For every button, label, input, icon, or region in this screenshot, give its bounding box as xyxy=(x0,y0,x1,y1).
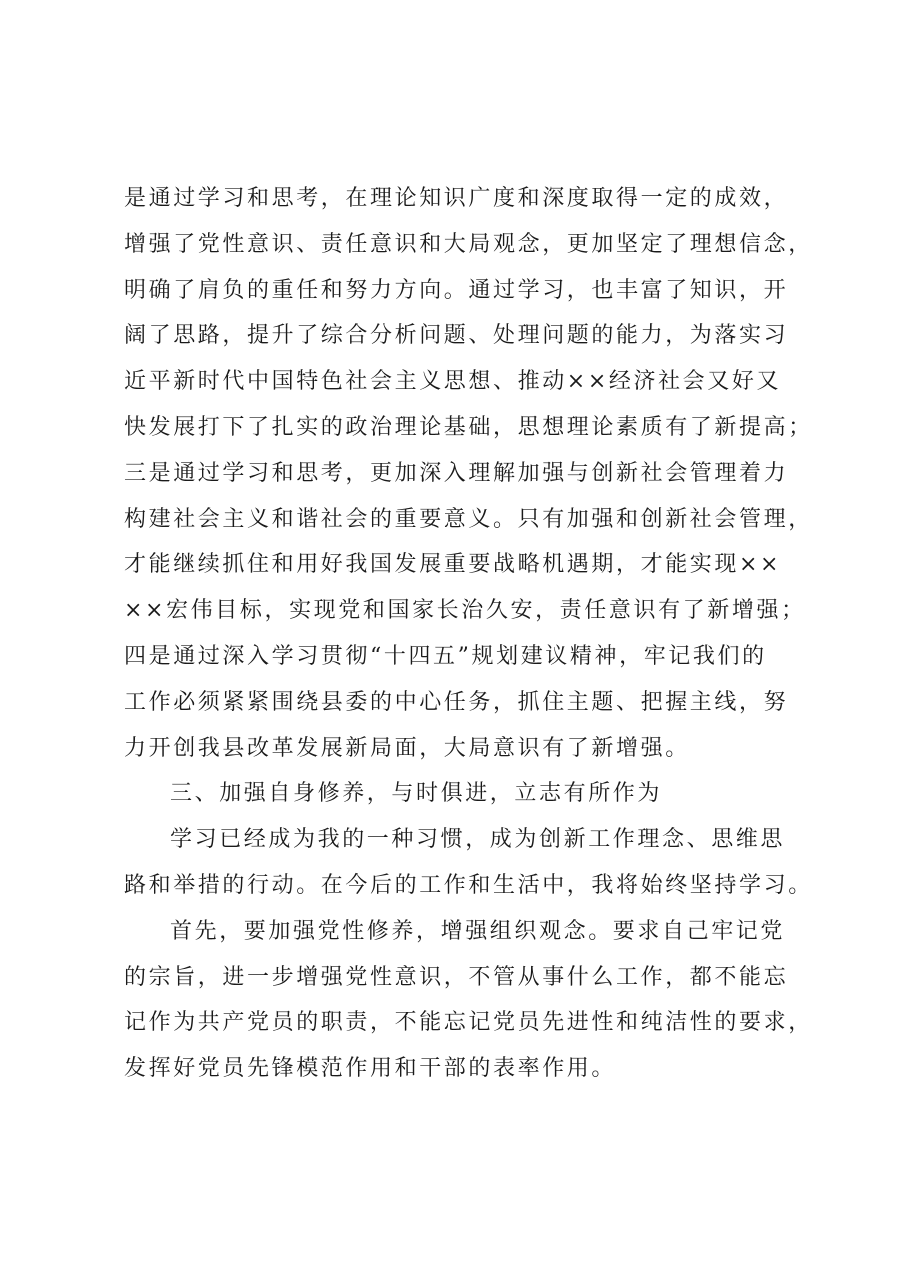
paragraph-continued xyxy=(124,176,814,771)
text-line: 首先，要加强党性修养，增强组织观念。要求自己牢记党 xyxy=(170,918,786,944)
text-line: 学习已经成为我的一种习惯，成为创新工作理念、思维思 xyxy=(170,827,786,853)
text-line: 增强了党性意识、责任意识和大局观念，更加坚定了理想信念， xyxy=(124,231,813,257)
text-line: 明确了肩负的重任和努力方向。通过学习，也丰富了知识，开 xyxy=(124,277,789,303)
text-line: 是通过学习和思考，在理论知识广度和深度取得一定的成效， xyxy=(124,186,789,211)
paragraph-first xyxy=(124,909,814,1092)
text-line: 三是通过学习和思考，更加深入理解加强与创新社会管理着力 xyxy=(124,460,789,486)
text-line: 发挥好党员先锋模范作用和干部的表率作用。 xyxy=(124,1056,617,1082)
text-line: 工作必须紧紧围绕县委的中心任务，抓住主题、把握主线，努 xyxy=(124,689,789,715)
text-line: 的宗旨，进一步增强党性意识，不管从事什么工作，都不能忘 xyxy=(124,964,789,990)
text-line: 快发展打下了扎实的政治理论基础，思想理论素质有了新提高； xyxy=(124,414,813,440)
document-body xyxy=(124,176,814,1092)
section-heading: 三、加强自身修养，与时俱进，立志有所作为 xyxy=(170,781,663,807)
text-line: 构建社会主义和谐社会的重要意义。只有加强和创新社会管理， xyxy=(124,506,813,532)
text-line: 四是通过深入学习贯彻“十四五”规划建议精神，牢记我们的 xyxy=(124,643,767,669)
text-line: 近平新时代中国特色社会主义思想、推动××经济社会又好又 xyxy=(124,369,782,395)
paragraph-habit xyxy=(124,817,814,909)
text-line: ××宏伟目标，实现党和国家长治久安，责任意识有了新增强； xyxy=(124,598,806,624)
text-line: 记作为共产党员的职责，不能忘记党员先进性和纯洁性的要求， xyxy=(124,1010,813,1036)
text-line: 阔了思路，提升了综合分析问题、处理问题的能力，为落实习 xyxy=(124,323,789,349)
text-line: 力开创我县改革发展新局面，大局意识有了新增强。 xyxy=(124,735,690,761)
text-line: 才能继续抓住和用好我国发展重要战略机遇期，才能实现×× xyxy=(124,552,782,578)
text-line: 路和举措的行动。在今后的工作和生活中，我将始终坚持学习。 xyxy=(124,872,813,898)
